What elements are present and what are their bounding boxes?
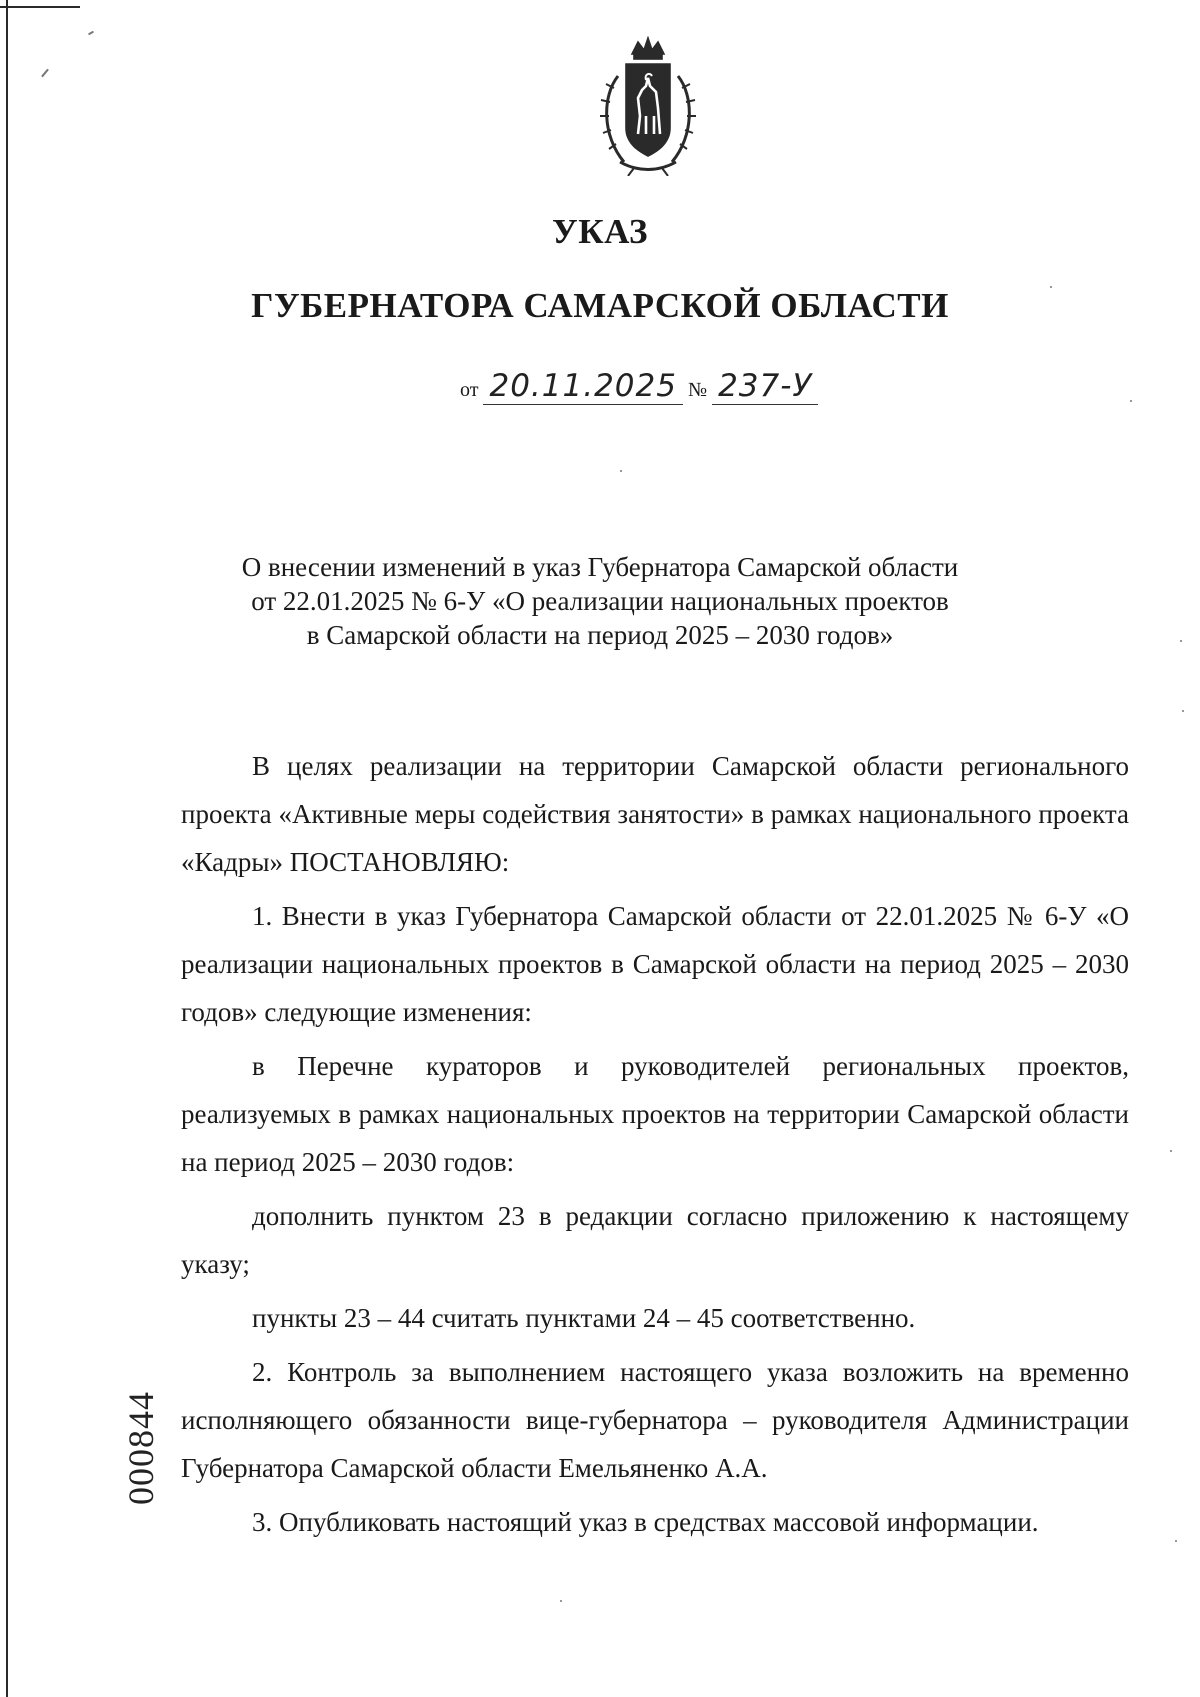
scan-speck (1182, 710, 1184, 712)
scan-speck (41, 69, 49, 78)
paragraph-item-1: 1. Внести в указ Губернатора Самарской области от 22.01.2025 № 6-У «О реализации национальных проектов в Самарской области на период 2025 – 2030 годов» следующие изменения: (181, 901, 1129, 1027)
paragraph-list-ref: в Перечне кураторов и руководителей региональных проектов, реализуемых в рамках национальных проектов на территории Самарской области на период 2025 – 2030 годов: (181, 1051, 1129, 1177)
document-subtitle: ГУБЕРНАТОРА САМАРСКОЙ ОБЛАСТИ (251, 286, 949, 325)
paragraph-preamble: В целях реализации на территории Самарской области регионального проекта «Активные меры содействия занятости» в рамках национального проекта «Кадры» ПОСТАНОВЛЯЮ: (181, 751, 1129, 877)
handwritten-date: 20.11.2025 (483, 368, 683, 405)
paragraph-item-3: 3. Опубликовать настоящий указ в средствах массовой информации. (252, 1507, 1039, 1537)
scan-speck (1050, 286, 1052, 288)
scan-speck (1130, 400, 1132, 402)
paragraph-renumber: пункты 23 – 44 считать пунктами 24 – 45 соответственно. (252, 1303, 916, 1333)
document-heading (0, 550, 1200, 652)
scan-speck (1170, 1150, 1172, 1152)
heading-line: О внесении изменений в указ Губернатора Самарской области (241, 552, 959, 582)
page-border-top (0, 6, 80, 8)
scan-speck (1175, 1540, 1177, 1542)
date-number-line (460, 368, 818, 405)
scan-speck (560, 1600, 562, 1602)
heading-line: от 22.01.2025 № 6-У «О реализации национальных проектов (251, 586, 949, 616)
paragraph-add-item: дополнить пунктом 23 в редакции согласно приложению к настоящему указу; (181, 1201, 1129, 1279)
page-border (6, 0, 8, 1697)
document-title: УКАЗ (552, 212, 648, 251)
scan-speck (1180, 640, 1182, 642)
registration-number: 000844 (121, 1391, 161, 1505)
number-label: № (687, 379, 708, 401)
document-body (181, 742, 1129, 1552)
samara-coat-of-arms-icon (594, 36, 702, 176)
scan-speck (88, 31, 94, 36)
handwritten-number: 237-У (712, 368, 818, 405)
scan-speck (620, 470, 622, 472)
from-label: от (460, 379, 479, 401)
heading-line: в Самарской области на период 2025 – 2030 годов» (306, 620, 894, 650)
paragraph-item-2: 2. Контроль за выполнением настоящего указа возложить на временно исполняющего обязанности вице-губернатора – руководителя Администрации Губернатора Самарской области Емельяненко А.А. (181, 1357, 1129, 1483)
